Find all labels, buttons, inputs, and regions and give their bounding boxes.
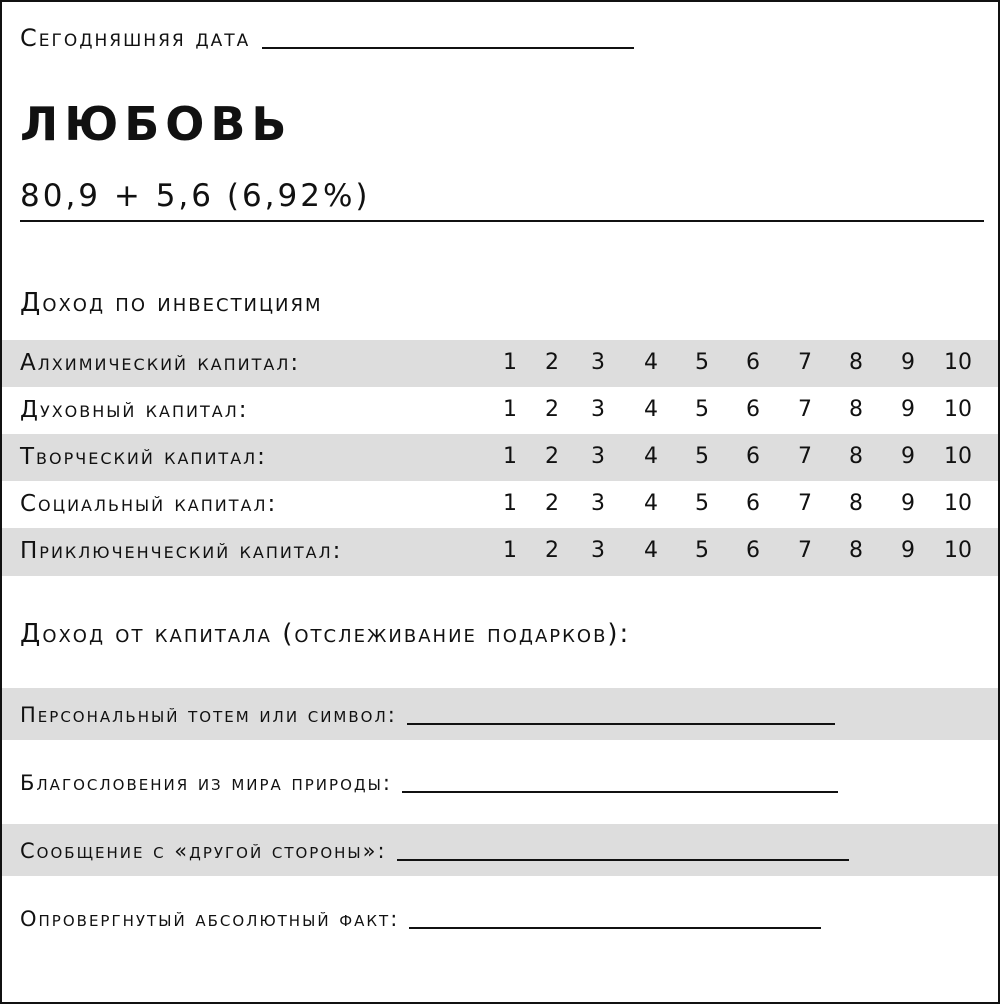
rating-option[interactable]: 10 [944,397,972,422]
rating-option[interactable]: 9 [901,491,915,516]
rating-option[interactable]: 1 [503,491,517,516]
nature-blessings-input-line[interactable] [402,791,838,793]
field-other-side-message [20,824,849,864]
field-label: Опровергнутый абсолютный факт: [20,907,400,931]
capital-label: Духовный капитал: [20,397,249,423]
rating-option[interactable]: 8 [849,397,863,422]
rating-option[interactable]: 7 [798,538,812,563]
capital-row [2,481,998,527]
rating-option[interactable]: 6 [746,397,760,422]
rating-option[interactable]: 2 [545,491,559,516]
rating-option[interactable]: 10 [944,350,972,375]
capital-row [2,434,998,480]
field-totem [20,688,835,728]
rating-option[interactable]: 5 [695,444,709,469]
title-divider [20,220,984,222]
rating-option[interactable]: 3 [591,444,605,469]
capital-label: Социальный капитал: [20,491,278,517]
rating-option[interactable]: 2 [545,350,559,375]
rating-option[interactable]: 3 [591,538,605,563]
rating-option[interactable]: 5 [695,491,709,516]
rating-option[interactable]: 10 [944,538,972,563]
rating-option[interactable]: 9 [901,350,915,375]
capital-label: Творческий капитал: [20,444,267,470]
rating-option[interactable]: 4 [644,350,658,375]
rating-option[interactable]: 10 [944,444,972,469]
rating-option[interactable]: 9 [901,397,915,422]
rating-option[interactable]: 8 [849,538,863,563]
capital-row [2,340,998,386]
rating-option[interactable]: 9 [901,538,915,563]
date-label: Сегодняшняя дата [20,24,251,52]
score-value: 80,9 + 5,6 (6,92%) [20,178,371,214]
rating-option[interactable]: 7 [798,491,812,516]
rating-option[interactable]: 9 [901,444,915,469]
field-label: Сообщение с «другой стороны»: [20,839,387,863]
rating-option[interactable]: 5 [695,350,709,375]
rating-option[interactable]: 5 [695,397,709,422]
field-nature-blessings [20,756,838,796]
refuted-fact-input-line[interactable] [409,927,821,929]
rating-option[interactable]: 2 [545,397,559,422]
rating-option[interactable]: 3 [591,491,605,516]
rating-option[interactable]: 2 [545,444,559,469]
field-label: Персональный тотем или символ: [20,703,397,727]
rating-option[interactable]: 6 [746,538,760,563]
rating-option[interactable]: 4 [644,397,658,422]
rating-option[interactable]: 7 [798,444,812,469]
capital-row [2,528,998,574]
rating-option[interactable]: 3 [591,350,605,375]
rating-option[interactable]: 4 [644,491,658,516]
capital-label: Алхимический капитал: [20,350,301,376]
totem-input-line[interactable] [407,723,835,725]
rating-option[interactable]: 8 [849,350,863,375]
investments-heading: Доход по инвестициям [20,288,323,318]
rating-option[interactable]: 3 [591,397,605,422]
capital-income-heading: Доход от капитала (отслеживание подарков): [20,619,631,649]
rating-option[interactable]: 5 [695,538,709,563]
field-label: Благословения из мира природы: [20,771,392,795]
rating-option[interactable]: 10 [944,491,972,516]
rating-option[interactable]: 1 [503,444,517,469]
rating-option[interactable]: 2 [545,538,559,563]
date-row [20,20,634,52]
field-refuted-fact [20,892,821,932]
date-input-line[interactable] [262,47,634,49]
rating-option[interactable]: 8 [849,491,863,516]
rating-option[interactable]: 8 [849,444,863,469]
page-title: ЛЮБОВЬ [20,97,293,151]
capital-label: Приключенческий капитал: [20,538,343,564]
rating-option[interactable]: 6 [746,491,760,516]
rating-option[interactable]: 7 [798,397,812,422]
rating-option[interactable]: 1 [503,397,517,422]
rating-option[interactable]: 4 [644,538,658,563]
rating-option[interactable]: 4 [644,444,658,469]
rating-option[interactable]: 6 [746,350,760,375]
rating-option[interactable]: 7 [798,350,812,375]
message-input-line[interactable] [397,859,849,861]
rating-option[interactable]: 1 [503,350,517,375]
rating-option[interactable]: 1 [503,538,517,563]
rating-option[interactable]: 6 [746,444,760,469]
capital-row [2,387,998,433]
